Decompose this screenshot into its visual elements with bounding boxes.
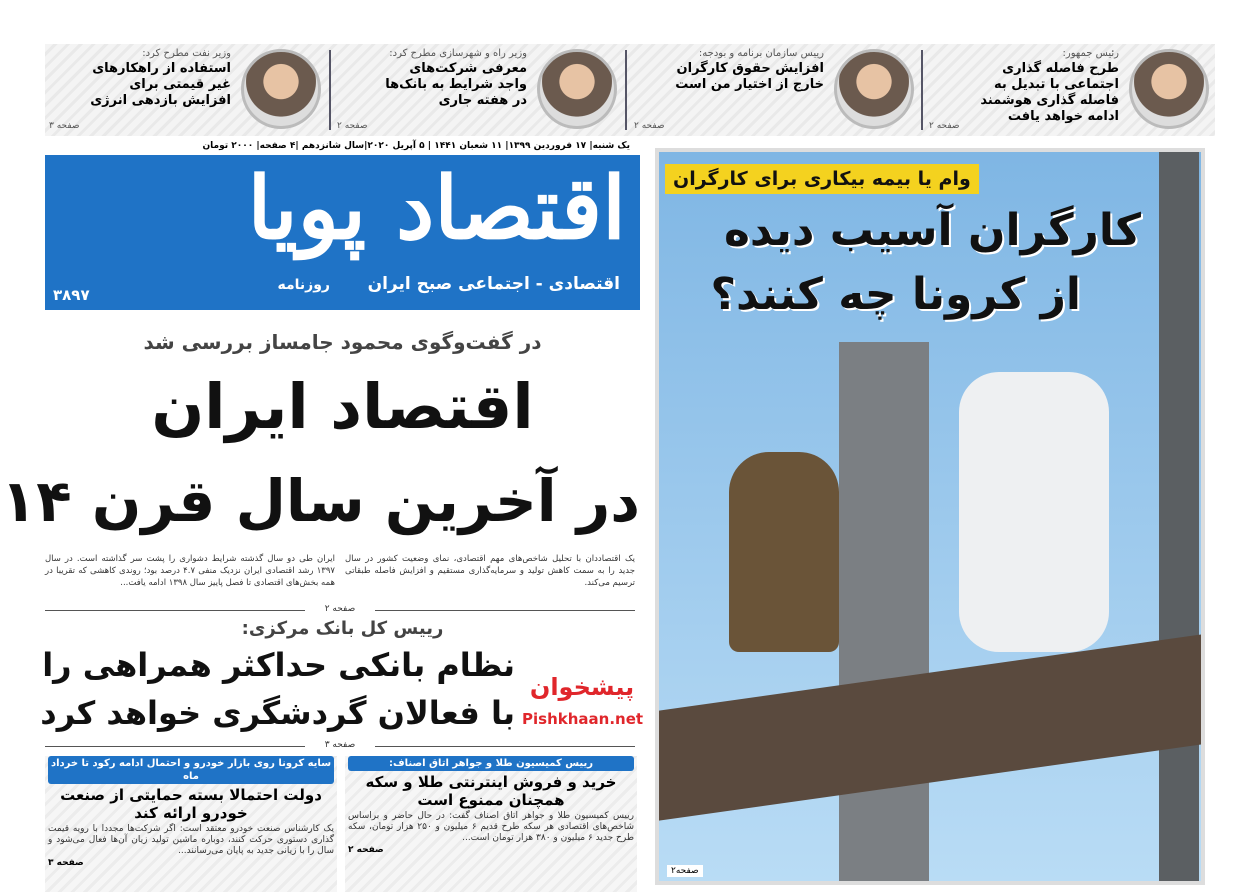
cover-photo-workers[interactable] bbox=[655, 148, 1205, 885]
box-page: صفحه ۳ bbox=[48, 858, 84, 868]
second-page: صفحه ۳ bbox=[324, 740, 356, 750]
teaser-oil[interactable] bbox=[45, 44, 327, 136]
teaser-page: صفحه ۲ bbox=[634, 121, 665, 131]
portrait-image bbox=[834, 49, 914, 129]
divider bbox=[921, 50, 923, 130]
divider bbox=[329, 50, 331, 130]
teaser-page: صفحه ۲ bbox=[337, 121, 368, 131]
newspaper-logo: اقتصاد پویا bbox=[247, 158, 626, 259]
teaser-headline: معرفی شرکت‌های واجد شرایط به بانک‌ها در هفته جاری bbox=[385, 61, 527, 108]
photo-page: صفحه۲ bbox=[667, 865, 703, 877]
divider bbox=[375, 610, 635, 611]
second-headline-line2[interactable]: با فعالان گردشگری خواهد کرد bbox=[40, 694, 515, 732]
issue-number: ۳۸۹۷ bbox=[53, 286, 90, 304]
news-box-gold[interactable] bbox=[345, 756, 637, 892]
divider bbox=[375, 746, 635, 747]
worker-figure bbox=[729, 452, 839, 652]
divider bbox=[45, 610, 305, 611]
teaser-page: صفحه ۲ bbox=[929, 121, 960, 131]
box-headline: دولت احتمالا بسته حمایتی از صنعت خودرو ارائه کند bbox=[60, 786, 322, 822]
lead-headline-line2[interactable]: در آخرین سال قرن ۱۴ bbox=[0, 467, 640, 535]
watermark-url: Pishkhaan.net bbox=[522, 710, 644, 728]
news-box-auto[interactable] bbox=[45, 756, 337, 892]
masthead-subtitle: روزنامه bbox=[277, 277, 330, 293]
worker-figure bbox=[959, 372, 1109, 652]
masthead-tagline: اقتصادی - اجتماعی صبح ایران bbox=[367, 274, 620, 294]
box-body: یک کارشناس صنعت خودرو معتقد است: اگر شرکت‌ها مجددا با رویه قیمت گذاری دستوری حرکت کنند، دوباره ماشین تولید زیان آن‌ها فعال می‌شود و سال را با زیانی جدید به پایان می‌رسانند... bbox=[48, 824, 334, 856]
teaser-headline: طرح فاصله گذاری اجتماعی با تبدیل به فاصله گذاری هوشمند ادامه خواهد یافت bbox=[980, 61, 1119, 124]
box-body: رییس کمیسیون طلا و جواهر اتاق اصناف گفت: در حال حاضر و براساس شاخص‌های اقتصادی هر سکه طرح قدیم ۶ میلیون و ۲۵۰ هزار تومان، سکه طرح جدید ۶ میلیون و ۳۸۰ هزار تومان است... bbox=[348, 811, 635, 843]
teaser-kicker: رییس سازمان برنامه و بودجه: bbox=[698, 48, 824, 59]
divider bbox=[625, 50, 627, 130]
teaser-budget[interactable] bbox=[630, 44, 920, 136]
box-page: صفحه ۲ bbox=[348, 845, 384, 855]
divider bbox=[45, 746, 305, 747]
teaser-kicker: رئیس جمهور: bbox=[1062, 48, 1119, 59]
teaser-headline: افزایش حقوق کارگران خارج از اختیار من است bbox=[675, 61, 824, 92]
photo-headline-line2[interactable]: از کرونا چه کنند؟ bbox=[710, 269, 1081, 320]
dateline: یک شنبه| ۱۷ فروردین ۱۳۹۹| ۱۱ شعبان ۱۴۴۱ | ۵ آپریل ۲۰۲۰|سال شانزدهم |۴ صفحه| ۲۰۰۰ تومان bbox=[202, 141, 630, 151]
second-headline-line1[interactable]: نظام بانکی حداکثر همراهی را bbox=[42, 646, 515, 684]
portrait-image bbox=[537, 49, 617, 129]
photo-headline-line1[interactable]: کارگران آسیب دیده bbox=[723, 205, 1141, 256]
lead-kicker: در گفت‌وگوی محمود جامساز بررسی شد bbox=[143, 330, 542, 354]
box-kicker: سایه کرونا روی بازار خودرو و احتمال ادامه رکود تا خرداد ماه bbox=[48, 756, 334, 784]
box-headline: خرید و فروش اینترنتی طلا و سکه همچنان ممنوع است bbox=[365, 773, 617, 809]
teaser-kicker: وزیر راه و شهرسازی مطرح کرد: bbox=[389, 48, 527, 59]
teaser-headline: استفاده از راهکارهای غیر قیمتی برای افزایش بازدهی انرژی bbox=[90, 61, 231, 108]
teaser-president[interactable] bbox=[925, 44, 1215, 136]
masthead bbox=[45, 155, 640, 310]
steel-beam bbox=[839, 342, 929, 885]
watermark-logo: پیشخوان bbox=[529, 673, 635, 701]
second-kicker: رییس کل بانک مرکزی: bbox=[241, 618, 444, 639]
lead-body-right: یک اقتصاددان با تحلیل شاخص‌های مهم اقتصادی، نمای وضعیت کشور در سال جدید را به سمت کاهش تولید و سرمایه‌گذاری مستقیم و افزایش فاصله طبقاتی ترسیم می‌کند. bbox=[345, 554, 635, 588]
box-kicker: رییس کمیسیون طلا و جواهر اتاق اصناف: bbox=[348, 756, 634, 771]
lead-headline-line1[interactable]: اقتصاد ایران bbox=[151, 370, 534, 443]
steel-girder bbox=[659, 633, 1205, 820]
steel-column bbox=[1159, 152, 1199, 885]
teaser-page: صفحه ۳ bbox=[49, 121, 80, 131]
lead-body-left: ایران طی دو سال گذشته شرایط دشواری را پشت سر گذاشته است. در سال ۱۳۹۷ رشد اقتصادی ایران نزدیک منفی ۴.۷ درصد بود؛ روندی کاهشی که تقریبا در همه بخش‌های اقتصادی تا فصل پاییز سال ۱۳۹۸ ادامه یافت... bbox=[45, 554, 335, 588]
teaser-roads[interactable] bbox=[333, 44, 623, 136]
portrait-image bbox=[1129, 49, 1209, 129]
portrait-image bbox=[241, 49, 321, 129]
lead-page: صفحه ۲ bbox=[324, 604, 356, 614]
top-teaser-strip bbox=[45, 44, 1215, 136]
teaser-kicker: وزیر نفت مطرح کرد: bbox=[142, 48, 231, 59]
photo-kicker: وام یا بیمه بیکاری برای کارگران bbox=[665, 164, 979, 194]
